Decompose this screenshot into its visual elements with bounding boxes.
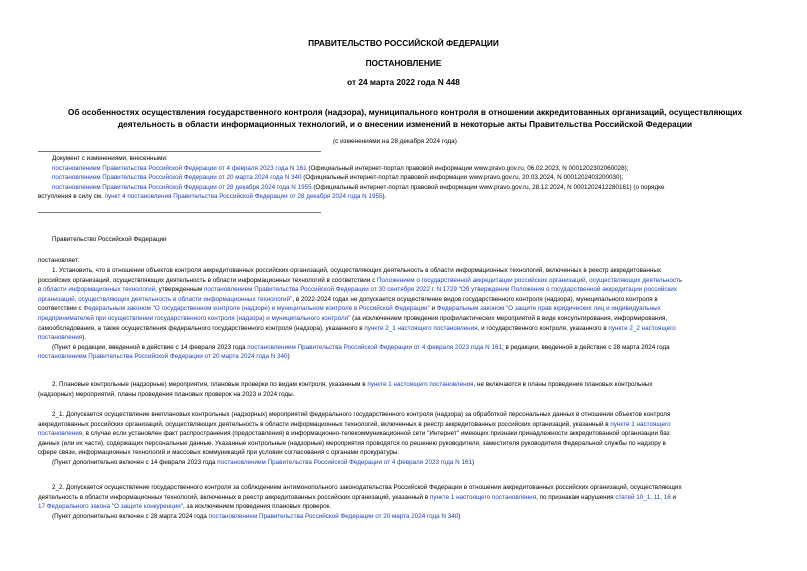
top-divider [38,151,321,152]
paragraph-2-1-note: (Пункт дополнительно включен с 14 февраля 2023 года постановлением Правительства Российской Федерации от 4 февраля 2023 года N 161) [52,458,475,466]
paragraph-2: 2. Плановые контрольные (надзорные) мероприятия, плановые проверки по видам контроля, указанным в пункте 1 настоящего постановления, не включаются в планы проведения плановых контрольных (надзорных) мероприятий, планы проведения плановых проверок на 2023 и 2024 годы. [38,381,653,398]
decrees-line: постановляет: [38,257,80,264]
point-1-link-3[interactable]: пункте 1 настоящего постановления [429,493,537,501]
point-2-2-link[interactable]: пункте 2_2 настоящего [608,324,676,332]
amendment-link-1955[interactable]: постановлением Правительства Российской Федерации от 28 декабря 2024 года N 1955 [52,183,312,191]
competition-articles-link[interactable]: статей 10_1, 11, 16 [615,493,671,501]
government-line: Правительство Российской Федерации [52,236,167,243]
amendment-link-340[interactable]: постановлением Правительства Российской Федерации от 20 марта 2024 года N 340 [52,174,302,182]
doc-type-heading: ПОСТАНОВЛЕНИЕ [365,58,442,68]
point-2-2-link-cont[interactable]: постановления [38,334,83,342]
point-1-link-2[interactable]: пункте 1 настоящего [610,420,671,428]
date-number-heading: от 24 марта 2022 года N 448 [347,77,460,87]
changes-block [38,154,769,202]
note-link-161-2[interactable]: постановлением Правительства Российской Федерации от 4 февраля 2023 года N 161 [217,458,472,466]
federal-law-control-link[interactable]: Федеральным законом "О государственном контроле (надзоре) и муниципальном контроле в Российской Федерации" [83,305,430,313]
point-1-link[interactable]: пункте 1 настоящего постановления [367,381,474,388]
regulation-link[interactable]: Положением о государственной аккредитации российских организаций, осуществляющих деятельность [377,276,683,284]
competition-law-link[interactable]: 17 Федерального закона "О защите конкуренции" [38,503,183,511]
paragraph-2-2-note: (Пункт дополнительно включен с 28 марта 2024 года постановлением Правительства Российской Федерации от 20 марта 2024 года N 340) [52,512,461,520]
decree-1729-link[interactable]: постановлением Правительства Российской Федерации от 30 сентября 2022 г. N 1729 "Об утверждении Положения о государственной аккредитации российских [203,286,677,294]
paragraph-1: 1. Установить, что в отношении объектов контроля аккредитованных российских организаций, осуществляющих деятельность в области информационных технологий, включенных в реестр аккредитованных российских организаций, осуществляющих деятельность в области информационных технологий в соответствии с Положением о государственной аккредитации российских организаций, осуществляющих деятельность в области информационных технологий, утвержденным постановлением Правительства Российской Федерации от 30 сентября 2022 г. N 1729 "Об утверждении Положения о государственной аккредитации российских организаций, осуществляющих деятельность в области информационных технологий", в 2022-2024 годах не допускается осуществление видов государственного контроля (надзора), муниципального контроля в соответствии с Федеральным законом "О государственном контроле (надзоре) и муниципальном контроле в Российской Федерации" и Федеральным законом "О защите прав юридических лиц и индивидуальных предпринимателей при осуществлении государственного контроля (надзора) и муниципального контроля" (за исключением проведения профилактических мероприятий в виде консультирования, информирования, самообследования, а также осуществления федерального государственного контроля (надзора), указанного в пункте 2_1 настоящего постановления, и государственного контроля, указанного в пункте 2_2 настоящего постановления). (Пункт в редакции, введенной в действие с 14 февраля 2023 года постановлением Правительства Российской Федерации от 4 февраля 2023 года N 161; в редакции, введенной в действие с 28 марта 2024 года постановлением Правительства Российской Федерации от 20 марта 2024 года N 340) [38,266,769,362]
entry-into-force-link[interactable]: пункт 4 постановления Правительства Российской Федерации от 28 декабря 2024 года N 1955 [104,193,383,201]
change-line-1: постановлением Правительства Российской Федерации от 4 февраля 2023 года N 161 (Официальный интернет-портал правовой информации www.pravo.gov.ru, 06.02.2023, N 0001202302060028); [52,164,629,172]
document-title: Об особенностях осуществления государственного контроля (надзора), муниципального контроля в отношении аккредитованных организаций, осуществляющих деятельность в области информационных технологий, и о внесении изменений в некоторые акты Правительства Российской Федерации [67,107,743,129]
federal-law-rights-link[interactable]: Федеральным законом "О защите прав юридических лиц и индивидуальных [436,305,661,313]
paragraph-2-1: 2_1. Допускается осуществление внеплановых контрольных (надзорных) мероприятий федерального государственного контроля (надзора) за обработкой персональных данных в отношении объектов контроля аккредитованных российских организаций, осуществляющих деятельность в области информационных технологий, включенных в реестр аккредитованных российских организаций, указанный в пункте 1 настоящего постановления, в случае если установлен факт распространения (предоставления) в информационно-телекоммуникационной сети "Интернет" имеющих признаки принадлежности аккредитованной организации баз данных (или их части), содержащих персональные данные. Указанные контрольные (надзорные) мероприятия проводятся по решению руководителя, заместителя руководителя Федеральной службы по надзору в сфере связи, информационных технологий и массовых коммуникаций при условии согласования с органами прокуратуры. (Пункт дополнительно включен с 14 февраля 2023 года постановлением Правительства Российской Федерации от 4 февраля 2023 года N 161) [38,410,769,468]
federal-law-rights-link-cont[interactable]: предпринимателей при осуществлении государственного контроля (надзора) и муниципального контроля" [38,314,351,322]
change-line-4: вступления в силу см. пункт 4 постановления Правительства Российской Федерации от 28 декабря 2024 года N 1955). [38,193,387,201]
note-link-340-2[interactable]: постановлением Правительства Российской Федерации от 20 марта 2024 года N 340 [208,512,459,520]
version-note: (с изменениями на 28 декабря 2024 года) [333,138,457,145]
note-link-161[interactable]: постановлением Правительства Российской Федерации от 4 февраля 2023 года N 161 [247,343,502,351]
decree-1729-link-cont[interactable]: организаций, осуществляющих деятельность в области информационных технологий" [38,295,293,303]
bottom-divider [38,212,321,213]
government-heading: ПРАВИТЕЛЬСТВО РОССИЙСКОЙ ФЕДЕРАЦИИ [308,38,499,48]
note-link-340[interactable]: постановлением Правительства Российской Федерации от 20 марта 2024 года N 340 [38,353,288,361]
paragraph-1-note: (Пункт в редакции, введенной в действие с 14 февраля 2023 года постановлением Правительства Российской Федерации от 4 февраля 2023 года N 161; в редакции, введенной в действие с 28 марта 2024 года [52,343,670,351]
changes-intro: Документ с изменениями, внесенными: [52,155,168,162]
change-line-3: постановлением Правительства Российской Федерации от 28 декабря 2024 года N 1955 (Официальный интернет-портал правовой информации www.pravo.gov.ru, 28.12.2024, N 0001202412280161) (о порядке [52,183,665,191]
point-2-1-link[interactable]: пункте 2_1 настоящего постановления [364,324,478,332]
point-1-link-2-cont[interactable]: постановления [38,430,83,438]
amendment-link-161[interactable]: постановлением Правительства Российской Федерации от 4 февраля 2023 года N 161 [52,164,307,172]
regulation-link-cont[interactable]: в области информационных технологий [38,286,156,294]
paragraph-2-2: 2_2. Допускается осуществление государственного контроля за соблюдением антимонопольного законодательства Российской Федерации в отношении аккредитованных российских организаций, осуществляющих деятельность в области информационных технологий, включенных в реестр аккредитованных российских организаций, указанный в пункте 1 настоящего постановления, по признакам нарушения статей 10_1, 11, 16 и 17 Федерального закона "О защите конкуренции", за исключением проведения плановых проверок. (Пункт дополнительно включен с 28 марта 2024 года постановлением Правительства Российской Федерации от 20 марта 2024 года N 340) [38,483,769,521]
change-line-2: постановлением Правительства Российской Федерации от 20 марта 2024 года N 340 (Официальный интернет-портал правовой информации www.pravo.gov.ru, 20.03.2024, N 0001202403200030); [52,174,624,182]
